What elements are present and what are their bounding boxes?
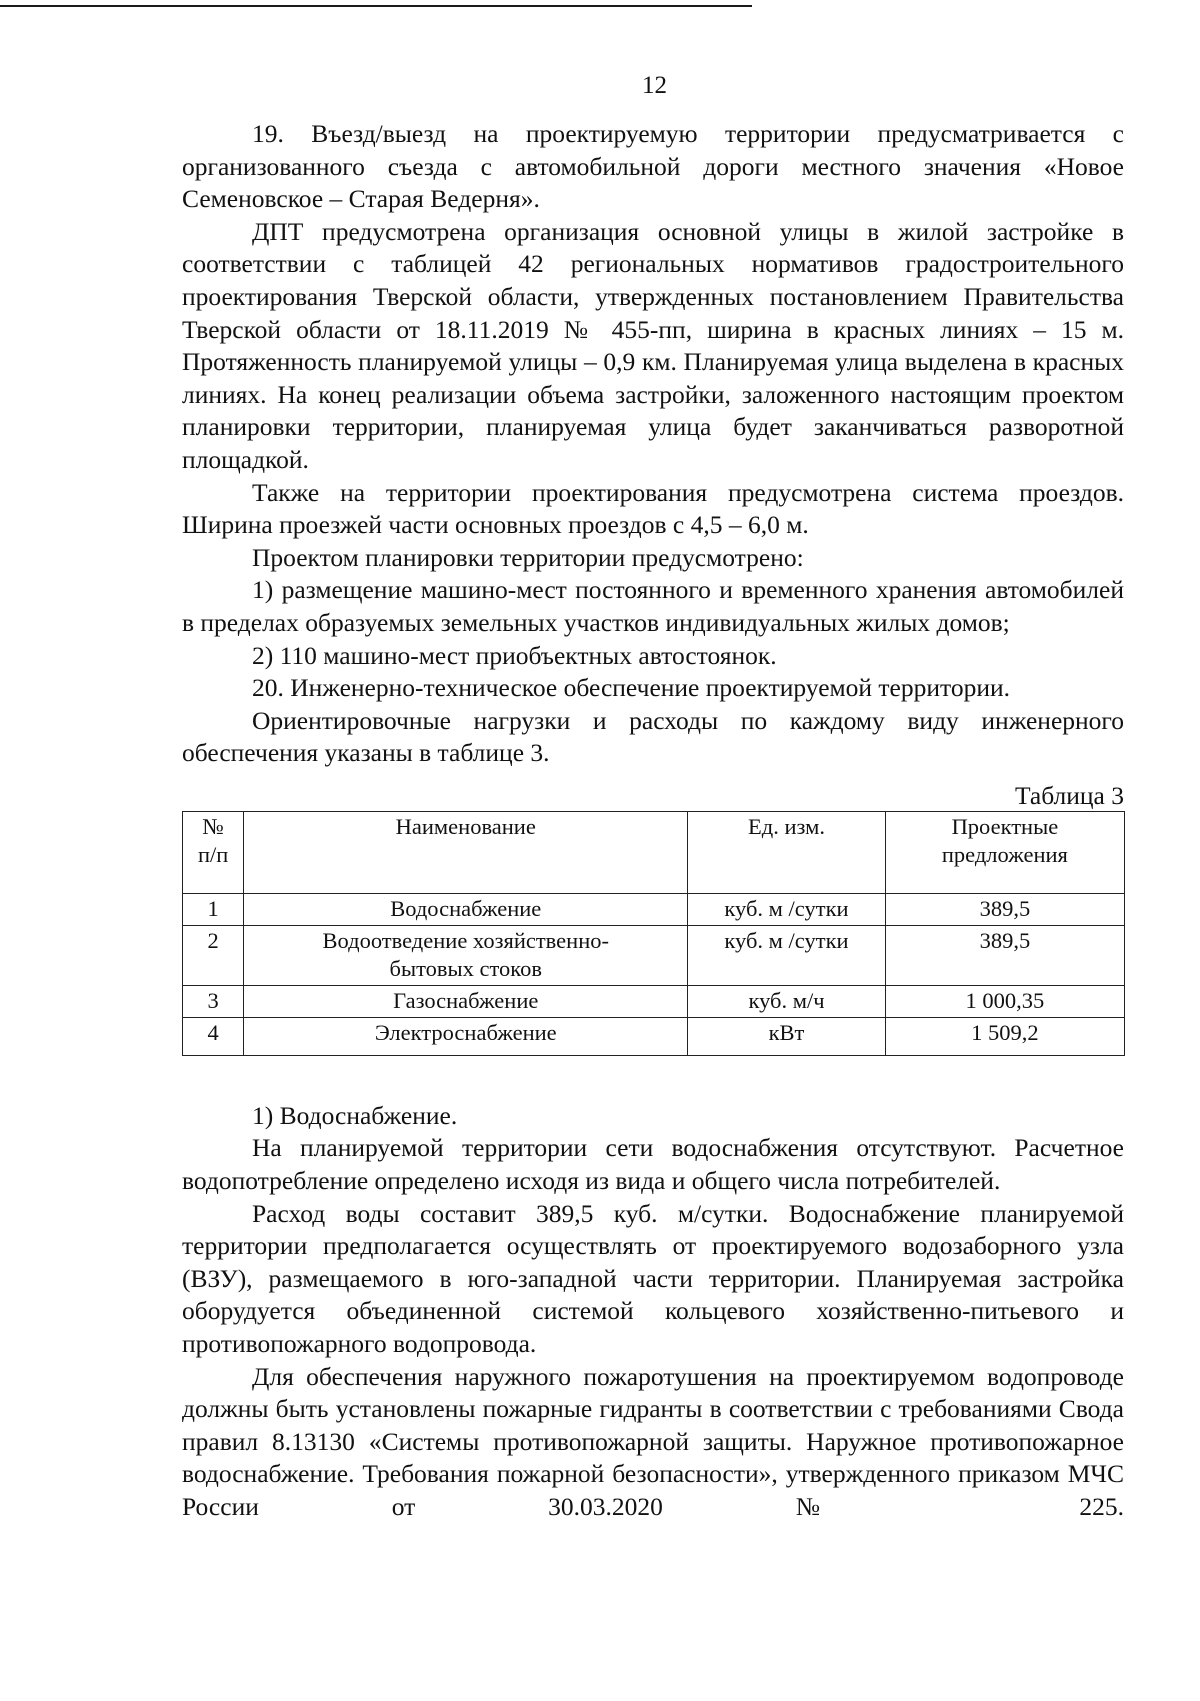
paragraph-water-consumption: Расход воды составит 389,5 куб. м/сутки. Водоснабжение планируемой территории предполагается осуществлять от проектируемого водозаборного узла (ВЗУ), размещаемого в юго-западной части территории. Планируемая застройка оборудуется объединенной системой кольцевого хозяйственно-питьевого и противопожарного водопровода.	[182, 1198, 1124, 1359]
row-number: 2	[183, 925, 244, 985]
table-row	[183, 893, 1125, 925]
paragraph-planning-provides: Проектом планировки территории предусмотрено:	[252, 542, 804, 572]
paragraph-20-engineering: 20. Инженерно-техническое обеспечение проектируемой территории.	[252, 673, 1011, 703]
list-item-parking-spaces: 1) размещение машино-мест постоянного и временного хранения автомобилей в пределах образуемых земельных участков индивидуальных жилых домов;	[182, 575, 1124, 637]
row-number: 4	[183, 1017, 244, 1055]
row-unit: куб. м/ч	[688, 985, 886, 1017]
table-row	[183, 925, 1125, 985]
paragraph-no-water-networks: На планируемой территории сети водоснабжения отсутствуют. Расчетное водопотребление определено исходя из вида и общего числа потребителей.	[182, 1133, 1124, 1196]
paragraph-fire-hydrants: Для обеспечения наружного пожаротушения на проектируемом водопроводе должны быть установлены пожарные гидранты в соответствии с требованиями Свода правил 8.13130 «Системы противопожарной защиты. Наружное противопожарное водоснабжение. Требования пожарной безопасности», утвержденного приказом МЧС России от 30.03.2020 № 225.	[182, 1361, 1124, 1521]
row-value: 389,5	[885, 893, 1124, 925]
header-proposals: Проектные предложения	[885, 811, 1124, 893]
top-border-line	[0, 5, 752, 7]
paragraph-driveways: Также на территории проектирования предусмотрена система проездов. Ширина проезжей части основных проездов с 4,5 – 6,0 м.	[182, 477, 1124, 540]
list-item-parking-lots: 2) 110 машино-мест приобъектных автостоянок.	[252, 640, 777, 670]
row-unit: куб. м /сутки	[688, 893, 886, 925]
engineering-loads-table	[182, 811, 1125, 1056]
paragraph-main-street: ДПТ предусмотрена организация основной улицы в жилой застройке в соответствии с таблицей 42 региональных нормативов градостроительного проектирования Тверской области, утвержденных постановлением Правительства Тверской области от 18.11.2019 № 455-пп, ширина в красных линиях – 15 м. Протяженность планируемой улицы – 0,9 км. Планируемая улица выделена в красных линиях. На конец реализации объема застройки, заложенного настоящим проектом планировки территории, планируемая улица будет заканчиваться разворотной площадкой.	[182, 216, 1124, 474]
table-header-row	[183, 811, 1125, 893]
row-number: 3	[183, 985, 244, 1017]
row-number: 1	[183, 893, 244, 925]
row-name: Газоснабжение	[244, 985, 688, 1017]
row-name: Электроснабжение	[244, 1017, 688, 1055]
row-unit: кВт	[688, 1017, 886, 1055]
document-body	[182, 118, 1124, 1524]
header-number: № п/п	[183, 811, 244, 893]
table-row	[183, 1017, 1125, 1055]
row-name: Водоотведение хозяйственно- бытовых стоков	[244, 925, 688, 985]
table-spacer	[182, 1056, 1124, 1100]
row-unit: куб. м /сутки	[688, 925, 886, 985]
paragraph-19-entry-exit: 19. Въезд/выезд на проектируемую территории предусматривается с организованного съезда с автомобильной дороги местного значения «Новое Семеновское – Старая Ведерня».	[182, 119, 1124, 214]
header-unit: Ед. изм.	[688, 811, 886, 893]
heading-water-supply: 1) Водоснабжение.	[252, 1100, 458, 1130]
page-number: 12	[642, 72, 667, 99]
paragraph-loads-intro: Ориентировочные нагрузки и расходы по каждому виду инженерного обеспечения указаны в таблице 3.	[182, 705, 1124, 768]
row-value: 1 000,35	[885, 985, 1124, 1017]
header-name: Наименование	[244, 811, 688, 893]
row-value: 1 509,2	[885, 1017, 1124, 1055]
table-row	[183, 985, 1125, 1017]
row-name: Водоснабжение	[244, 893, 688, 925]
row-value: 389,5	[885, 925, 1124, 985]
table-caption: Таблица 3	[1014, 780, 1124, 810]
